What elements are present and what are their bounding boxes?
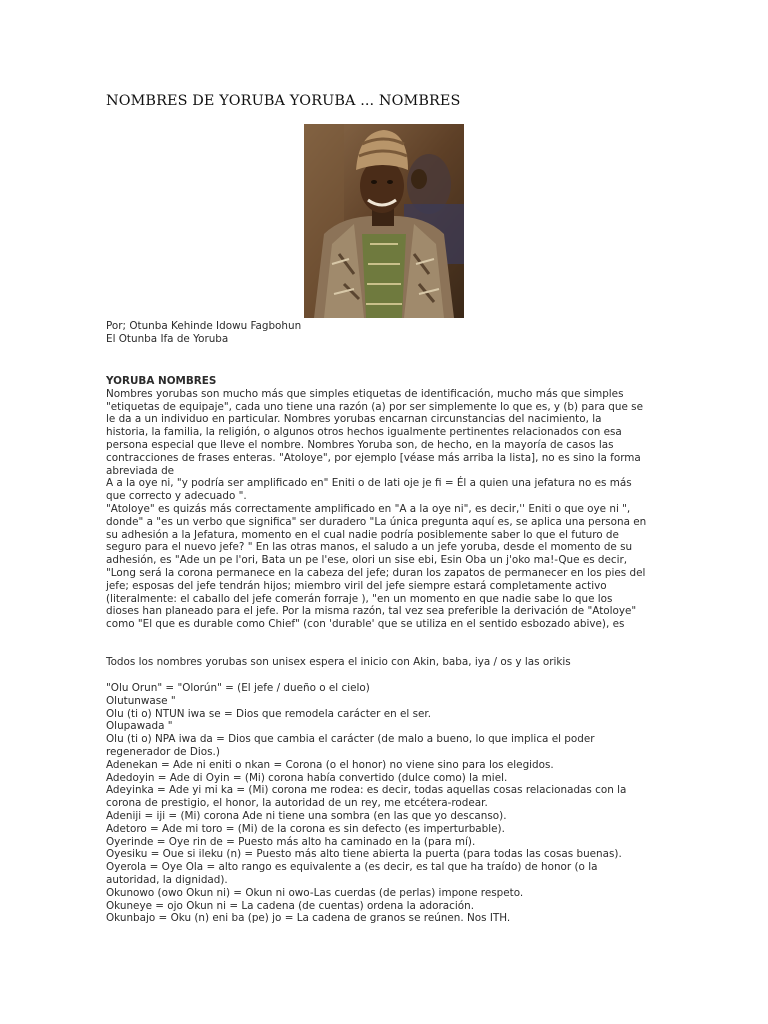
body-line: que correcto y adecuado ". [106, 490, 247, 503]
author-photo [304, 124, 464, 318]
byline-line: El Otunba Ifa de Yoruba [106, 332, 229, 345]
section-heading: YORUBA NOMBRES [106, 375, 217, 387]
intro-line: Todos los nombres yorubas son unisex espera el inicio con Akin, baba, iya / os y las orikis [106, 656, 571, 668]
name-line: Adeniji = iji = (Mi) corona Ade ni tiene una sombra (en las que yo descanso). [106, 809, 507, 822]
body-line: su adhesión a la Jefatura, momento en el cual nadie podría posiblemente saber lo que el futuro de [106, 528, 619, 541]
name-line: Adenekan = Ade ni eniti o nkan = Corona (o el honor) no viene sino para los elegidos. [106, 758, 554, 771]
name-line: Olupawada " [106, 720, 173, 733]
body-line: contracciones de frases enteras. "Atoloye", por ejemplo [véase más arriba la lista], no es sino la forma [106, 451, 641, 464]
name-line: Oyesiku = Oue si ileku (n) = Puesto más alto tiene abierta la puerta (para todas las cosas buenas). [106, 848, 622, 861]
body-line: abreviada de [106, 464, 175, 477]
body-line: adhesión, es "Ade un pe l'ori, Bata un pe l'ese, olori un sise ebi, Esin Oba un j'oko ma!-Que es decir, [106, 554, 628, 567]
name-line: corona de prestigio, el honor, la autoridad de un rey, me etcétera-rodear. [106, 797, 488, 810]
name-line: Olu (ti o) NPA iwa da = Dios que cambia el carácter (de malo a bueno, lo que implica el poder [106, 733, 595, 746]
name-line: Okuneye = ojo Okun ni = La cadena (de cuentas) ordena la adoración. [106, 899, 474, 912]
body-line: "etiquetas de equipaje", cada uno tiene una razón (a) por ser simplemente lo que es, y (b) para que se [106, 400, 643, 413]
name-line: Oyerola = Oye Ola = alto rango es equivalente a (es decir, es tal que ha traído) de honor (o la [106, 861, 598, 874]
body-line: Nombres yorubas son mucho más que simples etiquetas de identificación, mucho más que simples [106, 387, 624, 400]
name-line: Adedoyin = Ade di Oyin = (Mi) corona había convertido (dulce como) la miel. [106, 771, 508, 784]
name-line: Adeyinka = Ade yi mi ka = (Mi) corona me rodea: es decir, todas aquellas cosas relacionadas con la [106, 784, 627, 797]
name-line: Olutunwase " [106, 694, 176, 707]
body-line: jefe; esposas del jefe tendrán hijos; miembro viril del jefe siempre estará completamente activo [106, 579, 607, 592]
body-line: historia, la familia, la religión, o algunos otros hechos igualmente pertinentes relacionados con esa [106, 426, 622, 439]
body-line: (literalmente: el caballo del jefe comerán forraje ), "en un momento en que nadie sabe lo que los [106, 592, 613, 605]
name-line: autoridad, la dignidad). [106, 873, 228, 886]
name-line: "Olu Orun" = "Olorún" = (El jefe / dueño o el cielo) [106, 682, 370, 694]
body-line: "Atoloye" es quizás más correctamente amplificado en "A a la oye ni", es decir,'' Eniti o que oye ni ", [106, 502, 631, 515]
name-line: Okunowo (owo Okun ni) = Okun ni owo-Las cuerdas (de perlas) impone respeto. [106, 886, 524, 899]
author-byline [106, 320, 666, 346]
body-line: seguro para el nuevo jefe? " En las otras manos, el saludo a un jefe yoruba, desde el momento de su [106, 541, 633, 554]
page-title: NOMBRES DE YORUBA YORUBA ... NOMBRES [106, 93, 461, 109]
main-section [106, 375, 666, 631]
body-line: le da a un individuo en particular. Nombres yorubas encarnan circunstancias del nacimiento, la [106, 413, 602, 426]
body-line: dioses han planeado para el jefe. Por la misma razón, tal vez sea preferible la derivación de "Atoloye" [106, 605, 637, 618]
body-line: como "El que es durable como Chief" (con 'durable' que se utiliza en el sentido esbozado abive), es [106, 618, 625, 631]
byline-line: Por; Otunba Kehinde Idowu Fagbohun [106, 320, 302, 332]
body-line: A a la oye ni, "y podría ser amplificado en" Eniti o de lati oje je fi = Él a quien una jefatura no es más [106, 477, 632, 490]
name-line: regenerador de Dios.) [106, 745, 220, 758]
body-line: "Long será la corona permanece en la cabeza del jefe; duran los zapatos de permanecer en los pies del [106, 566, 646, 579]
body-line: donde" a "es un verbo que significa" ser duradero "La única pregunta aquí es, se aplica una persona en [106, 515, 647, 528]
names-list [106, 682, 666, 925]
name-line: Okunbajo = Oku (n) eni ba (pe) jo = La cadena de granos se reúnen. Nos ITH. [106, 912, 511, 925]
name-line: Adetoro = Ade mi toro = (Mi) de la corona es sin defecto (es imperturbable). [106, 822, 505, 835]
name-line: Olu (ti o) NTUN iwa se = Dios que remodela carácter en el ser. [106, 707, 432, 720]
body-line: persona especial que lleve el nombre. Nombres Yoruba son, de hecho, en la mayoría de casos las [106, 438, 614, 451]
author-photo-image [304, 124, 464, 318]
name-line: Oyerinde = Oye rin de = Puesto más alto ha caminado en la (para mí). [106, 835, 476, 848]
